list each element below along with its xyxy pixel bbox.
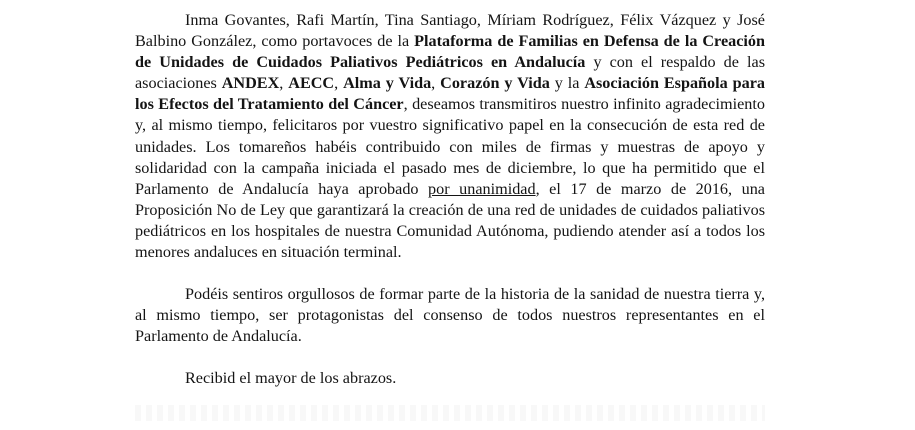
separator: , [334, 74, 344, 93]
assoc-espanola: Asociación Española para los Efectos del Tratamiento del Cáncer [135, 74, 766, 114]
text-gratitude: , deseamos transmitiros nuestro infinito agradecimiento y, al mismo tiempo, felicitaros por vuestro significativo papel en la consecución de esta red de unidades. Los tomareños habéis contribuido con miles de firmas y muestras de apoyo y solidaridad con la campaña iniciada el pasado mes de diciembre, lo que ha permitido que el Parlamento de Andalucía haya aprobado [135, 95, 765, 198]
assoc-andex: ANDEX [221, 74, 280, 93]
assoc-alma-y-vida: Alma y Vida [343, 74, 432, 93]
text-senders: Inma Govantes, Rafi Martín, Tina Santiago, Míriam Rodríguez, Félix Vázquez y José Balbino González, como portavoces de la [135, 11, 765, 51]
unanimity-emphasis: por unanimidad [428, 179, 536, 198]
text-support: y con el respaldo de las asociaciones [135, 53, 766, 93]
separator: , [279, 74, 289, 93]
text-and: y la [549, 74, 585, 93]
letter-body [135, 10, 765, 390]
separator: , [431, 74, 441, 93]
platform-name: Plataforma de Familias en Defensa de la Creación de Unidades de Cuidados Paliativos Pediátricos en Andalucía [135, 32, 765, 72]
text-outcome: , el 17 de marzo de 2016, una Proposición No de Ley que garantizará la creación de una red de unidades de cuidados paliativos pediátricos en los hospitales de nuestra Comunidad Autónoma, pudiendo atender así a todos los menores andaluces en situación terminal. [135, 179, 765, 262]
faint-cutoff-line [135, 405, 765, 421]
assoc-aecc: AECC [288, 74, 335, 93]
paragraph-thanks [135, 10, 765, 263]
paragraph-closing: Recibid el mayor de los abrazos. [185, 369, 397, 388]
paragraph-pride: Podéis sentiros orgullosos de formar parte de la historia de la sanidad de nuestra tierra y, al mismo tiempo, ser protagonistas del consenso de todos nuestros representantes en el Parlamento de Andalucía. [135, 285, 765, 346]
assoc-corazon-y-vida: Corazón y Vida [440, 74, 550, 93]
